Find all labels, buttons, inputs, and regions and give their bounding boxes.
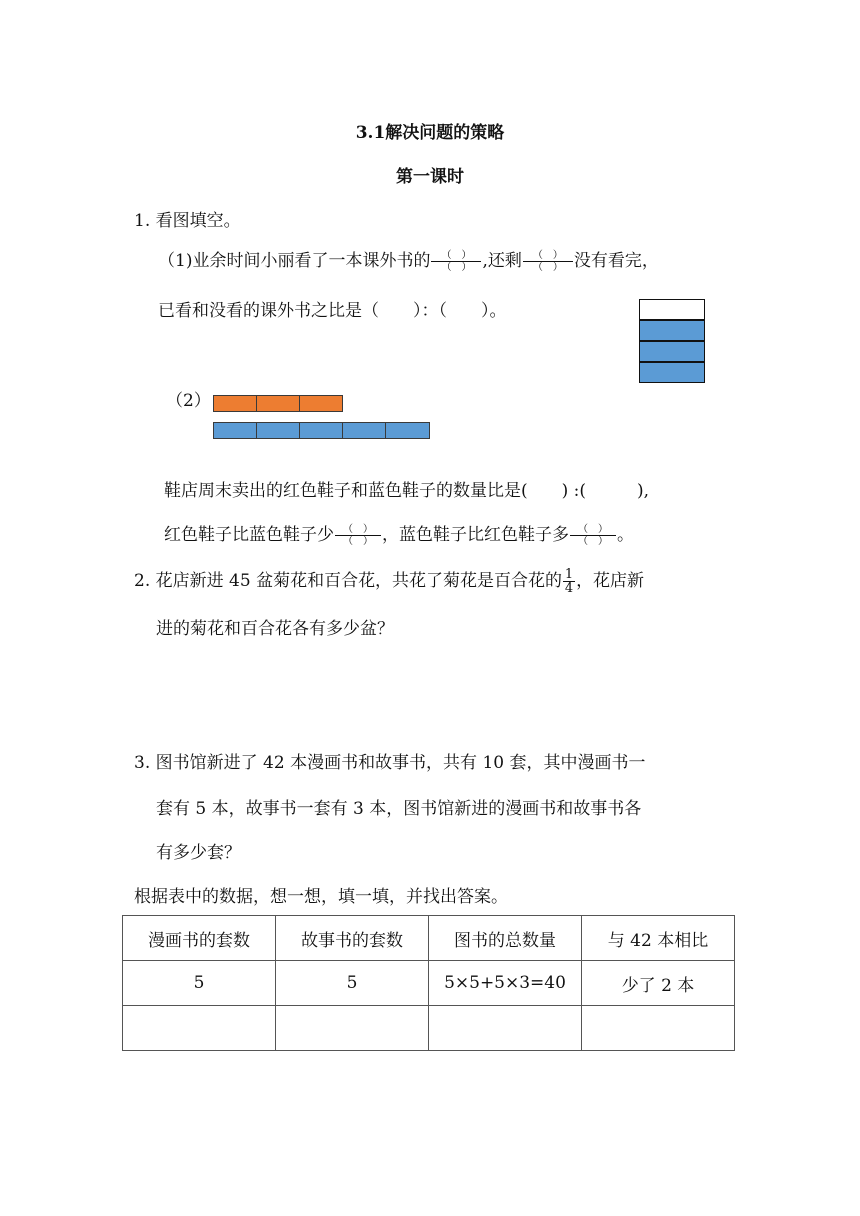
table-cell-empty[interactable] [429, 1006, 582, 1051]
q3-line3: 有多少套？ [156, 843, 241, 863]
stack-box-read [639, 362, 705, 383]
table-cell: 5 [123, 961, 276, 1006]
blue-segment [213, 422, 257, 439]
q1-part2-line2 [164, 520, 634, 547]
q2-text-a: 2. 花店新进 45 盆菊花和百合花，共花了菊花是百合花的 [134, 571, 563, 591]
table-cell-empty[interactable] [123, 1006, 276, 1051]
table-row [123, 1006, 735, 1051]
table-header-cell: 漫画书的套数 [123, 916, 276, 961]
q1-part2-line1: 鞋店周末卖出的红色鞋子和蓝色鞋子的数量比是( ) :( ), [164, 481, 650, 501]
q2-text-b: ，花店新 [576, 571, 645, 591]
stack-box-read [639, 320, 705, 341]
q3-instruction: 根据表中的数据，想一想，填一填，并找出答案。 [134, 887, 508, 907]
page-subtitle: 第一课时 [396, 167, 464, 187]
fraction-one-quarter: $\frac{1}{4}$ [564, 567, 574, 596]
q2-line2: 进的菊花和百合花各有多少盆？ [156, 619, 394, 639]
table-cell: 少了 2 本 [582, 961, 735, 1006]
q1-part1-line2: 已看和没看的课外书之比是（ ）：（ ）。 [158, 301, 507, 321]
orange-segment [213, 395, 257, 412]
q1-part1-text-b: ,还剩 [482, 251, 522, 271]
data-table [122, 915, 735, 1051]
q3-line1: 3. 图书馆新进了 42 本漫画书和故事书，共有 10 套，其中漫画书一 [134, 753, 646, 773]
q1-part2-text-b: ，蓝色鞋子比红色鞋子多 [382, 525, 569, 545]
page-title: 3.1解决问题的策略 [355, 123, 505, 143]
q2-line1 [134, 566, 644, 595]
q1-part1-text-c: 没有看完， [573, 251, 659, 271]
q1-part1-text-a: （1)业余时间小丽看了一本课外书的 [158, 251, 431, 271]
blue-segment [299, 422, 343, 439]
fraction-blank: $\frac{( )}{( )}$ [431, 250, 481, 273]
fraction-blank: $\frac{( )}{( )}$ [335, 524, 381, 547]
table-header-cell: 故事书的套数 [276, 916, 429, 961]
fraction-blank: $\frac{( )}{( )}$ [570, 524, 616, 547]
q1-part2-text-a: 红色鞋子比蓝色鞋子少 [164, 525, 334, 545]
table-header-cell: 与 42 本相比 [582, 916, 735, 961]
table-cell-empty[interactable] [582, 1006, 735, 1051]
table-cell-empty[interactable] [276, 1006, 429, 1051]
blue-segment [256, 422, 300, 439]
orange-segment [256, 395, 300, 412]
stack-box-read [639, 341, 705, 362]
q1-part2-label: （2） [166, 391, 211, 411]
blue-segment [342, 422, 386, 439]
orange-segment [299, 395, 343, 412]
table-cell: 5 [276, 961, 429, 1006]
table-row [123, 961, 735, 1006]
blue-segment [385, 422, 430, 439]
table-header-cell: 图书的总数量 [429, 916, 582, 961]
q3-line2: 套有 5 本，故事书一套有 3 本，图书馆新进的漫画书和故事书各 [156, 799, 642, 819]
table-cell: 5×5+5×3=40 [429, 961, 582, 1006]
q1-label: 1. 看图填空。 [134, 211, 241, 231]
fraction-blank: $\frac{( )}{( )}$ [523, 250, 573, 273]
table-header-row [123, 916, 735, 961]
q1-part2-text-c: 。 [617, 525, 634, 545]
stack-box-unread [639, 299, 705, 320]
q1-part1-line1 [158, 246, 659, 273]
